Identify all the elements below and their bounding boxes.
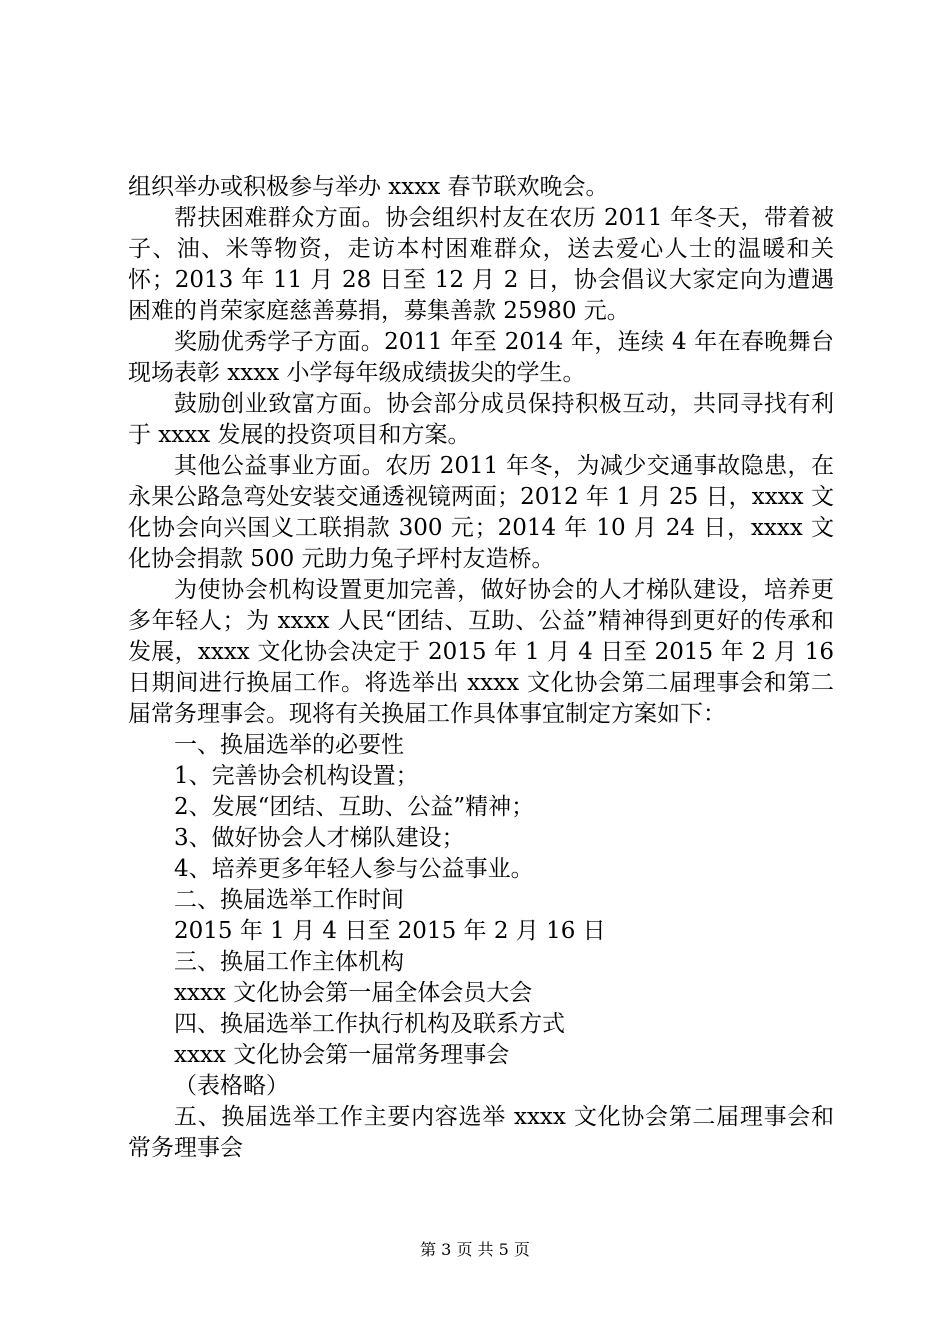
section-3-content: xxxx 文化协会第一届全体会员大会: [174, 980, 533, 1006]
paragraph-reelection-intro: 为使协会机构设置更加完善，做好协会的人才梯队建设，培养更多年轻人；为 xxxx 人民“团结、互助、公益”精神得到更好的传承和发展，xxxx 文化协会决定于 2015 年 1 月 4 日至 2015 年 2 月 16 日期间进行换届工作。将选举出 xxxx 文化协会第二届理事会和第二届常务理事会。现将有关换届工作具体事宜制定方案如下：: [128, 577, 834, 727]
list-item: 1、完善协会机构设置；: [174, 763, 419, 789]
list-item: 3、做好协会人才梯队建设；: [174, 825, 465, 851]
document-body: [128, 172, 834, 1164]
section-4-content: xxxx 文化协会第一届常务理事会: [174, 1042, 510, 1068]
paragraph-help-needy: 帮扶困难群众方面。协会组织村友在农历 2011 年冬天，带着被子、油、米等物资，走访本村困难群众，送去爱心人士的温暖和关怀；2013 年 11 月 28 日至 12 月 2 日，协会倡议大家定向为遭遇困难的肖荣家庭慈善募捐，募集善款 25980 元。: [128, 205, 834, 324]
list-item: 4、培养更多年轻人参与公益事业。: [174, 856, 534, 882]
heading-section-2: 二、换届选举工作时间: [174, 887, 404, 913]
page-number-footer: 第 3 页 共 5 页: [420, 1240, 530, 1259]
list-item: 2、发展“团结、互助、公益”精神；: [174, 794, 535, 820]
heading-section-5: 五、换届选举工作主要内容选举 xxxx 文化协会第二届理事会和常务理事会: [128, 1104, 834, 1161]
heading-section-1: 一、换届选举的必要性: [174, 732, 404, 758]
paragraph-encourage-business: 鼓励创业致富方面。协会部分成员保持积极互动，共同寻找有利于 xxxx 发展的投资项目和方案。: [128, 391, 834, 448]
paragraph-reward-students: 奖励优秀学子方面。2011 年至 2014 年，连续 4 年在春晚舞台现场表彰 xxxx 小学每年级成绩拔尖的学生。: [128, 329, 834, 386]
heading-section-3: 三、换届工作主体机构: [174, 949, 404, 975]
paragraph-continuation: 组织举办或积极参与举办 xxxx 春节联欢晚会。: [128, 174, 609, 200]
table-omitted-note: （表格略）: [174, 1073, 289, 1099]
section-2-content: 2015 年 1 月 4 日至 2015 年 2 月 16 日: [174, 918, 606, 944]
heading-section-4: 四、换届选举工作执行机构及联系方式: [174, 1011, 565, 1037]
paragraph-other-welfare: 其他公益事业方面。农历 2011 年冬，为减少交通事故隐患，在永果公路急弯处安装交通透视镜两面；2012 年 1 月 25 日，xxxx 文化协会向兴国义工联捐款 300 元；2014 年 10 月 24 日，xxxx 文化协会捐款 500 元助力兔子坪村友造桥。: [128, 453, 834, 572]
